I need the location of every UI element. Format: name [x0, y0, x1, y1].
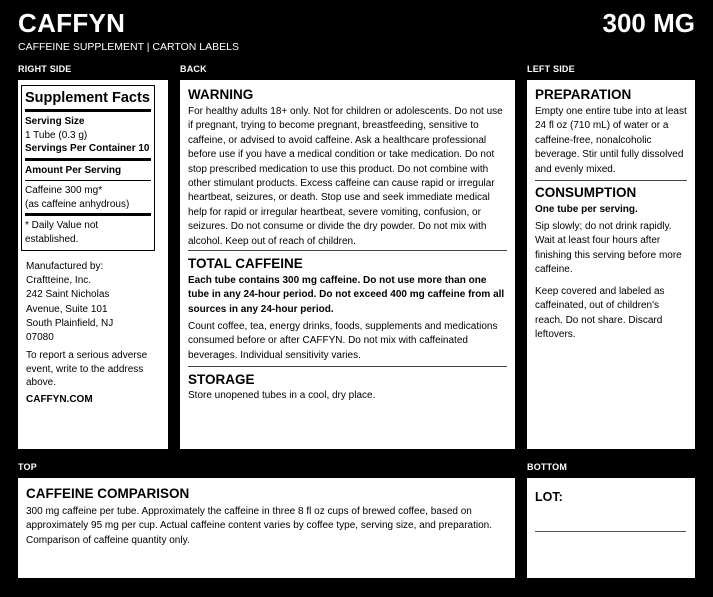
left-side-panel — [527, 80, 695, 449]
adverse-event-note: To report a serious adverse event, write to the address above. — [26, 350, 148, 389]
comparison-text: 300 mg caffeine per tube. Approximately the caffeine in three 8 fl oz cups of brewed coffee, based on approximately 95 mg per cup. Actual caffeine content varies by coffee type, serving size, and preparation. Comparison of caffeine quantity only. — [26, 506, 493, 546]
manufacturer-line: Craftteine, Inc. — [26, 275, 92, 287]
serving-size-label: Serving Size — [25, 116, 85, 127]
label-right-side: RIGHT SIDE — [18, 64, 72, 74]
storage-title: STORAGE — [188, 372, 255, 387]
serving-size-value: 1 Tube (0.3 g) — [25, 129, 88, 141]
consumption-title: CONSUMPTION — [535, 185, 637, 200]
facts-title: Supplement Facts — [25, 90, 150, 106]
website: CAFFYN.COM — [26, 394, 93, 405]
back-panel — [180, 80, 515, 449]
top-panel — [18, 478, 515, 578]
supplement-facts-box — [21, 85, 155, 251]
total-caffeine-limits: Each tube contains 300 mg caffeine. Do not use more than one tube in any 24-hour period. Do not exceed 400 mg caffeine from all sources in any 24-hour period. — [188, 275, 505, 315]
preparation-title: PREPARATION — [535, 87, 632, 102]
manufacturer-line: South Plainfield, NJ — [26, 317, 114, 329]
storage-text: Store unopened tubes in a cool, dry place. — [188, 390, 376, 401]
preparation-text: Empty one entire tube into at least 24 fl oz (710 mL) of water or a caffeine-free, nonalcoholic beverage. Stir until fully dissolved and evenly mixed. — [535, 106, 687, 175]
warning-text: For healthy adults 18+ only. Not for children or adolescents. Do not use if pregnant, trying to become pregnant, breastfeeding, sensitive to caffeine, or advised to avoid caffeine. Ask a healthcare professional before use if you have a medical condition or take medication. Do not stop prescribed medication to use this product. Do not combine with other stimulant products. Excess caffeine can cause rapid or irregular heartbeat, seizures, or death. Stop use and seek immediate medical help for rapid or irregular heartbeat, severe vomiting, confusion, or seizures. Do not consume or divide the dry powder. Do not mix with alcohol. Keep out of reach of children. — [188, 106, 503, 247]
manufacturer-line: 242 Saint Nicholas — [26, 289, 110, 301]
manufacturer-address — [26, 260, 164, 345]
lot-write-line — [535, 531, 686, 532]
label-bottom: BOTTOM — [527, 462, 568, 472]
label-back: BACK — [180, 64, 207, 74]
label-left-side: LEFT SIDE — [527, 64, 575, 74]
total-caffeine-title: TOTAL CAFFEINE — [188, 256, 303, 271]
brand-name: CAFFYN — [18, 8, 126, 38]
manufacturer-line: 07080 — [26, 332, 54, 344]
comparison-title: CAFFEINE COMPARISON — [26, 486, 190, 501]
dose-label: 300 MG — [602, 8, 695, 38]
page-subtitle: CAFFEINE SUPPLEMENT | CARTON LABELS — [18, 41, 239, 53]
storage-keep-text: Keep covered and labeled as caffeinated, out of children's reach. Do not share. Discard leftovers. — [535, 286, 665, 341]
daily-value-note: * Daily Value not established. — [25, 220, 99, 245]
caffeine-amount: Caffeine 300 mg* — [25, 185, 103, 196]
manufacturer-line: Manufactured by: — [26, 261, 104, 272]
label-top: TOP — [18, 462, 37, 472]
consumption-bold: One tube per serving. — [535, 204, 638, 215]
warning-title: WARNING — [188, 87, 254, 102]
amount-per-serving: Amount Per Serving — [25, 164, 122, 176]
caffeine-form: (as caffeine anhydrous) — [25, 198, 130, 210]
right-side-panel — [18, 80, 168, 449]
manufacturer-line: Avenue, Suite 101 — [26, 303, 108, 315]
lot-label: LOT: — [535, 490, 563, 504]
servings-per-container: Servings Per Container 10 — [25, 143, 150, 154]
consumption-text: Sip slowly; do not drink rapidly. Wait at least four hours after finishing this serving before more caffeine. — [535, 221, 682, 276]
bottom-panel — [527, 478, 695, 578]
total-caffeine-text: Count coffee, tea, energy drinks, foods, supplements and medications consumed before or after CAFFYN. Do not mix with caffeinated beverages. Individual sensitivity varies. — [188, 321, 498, 361]
